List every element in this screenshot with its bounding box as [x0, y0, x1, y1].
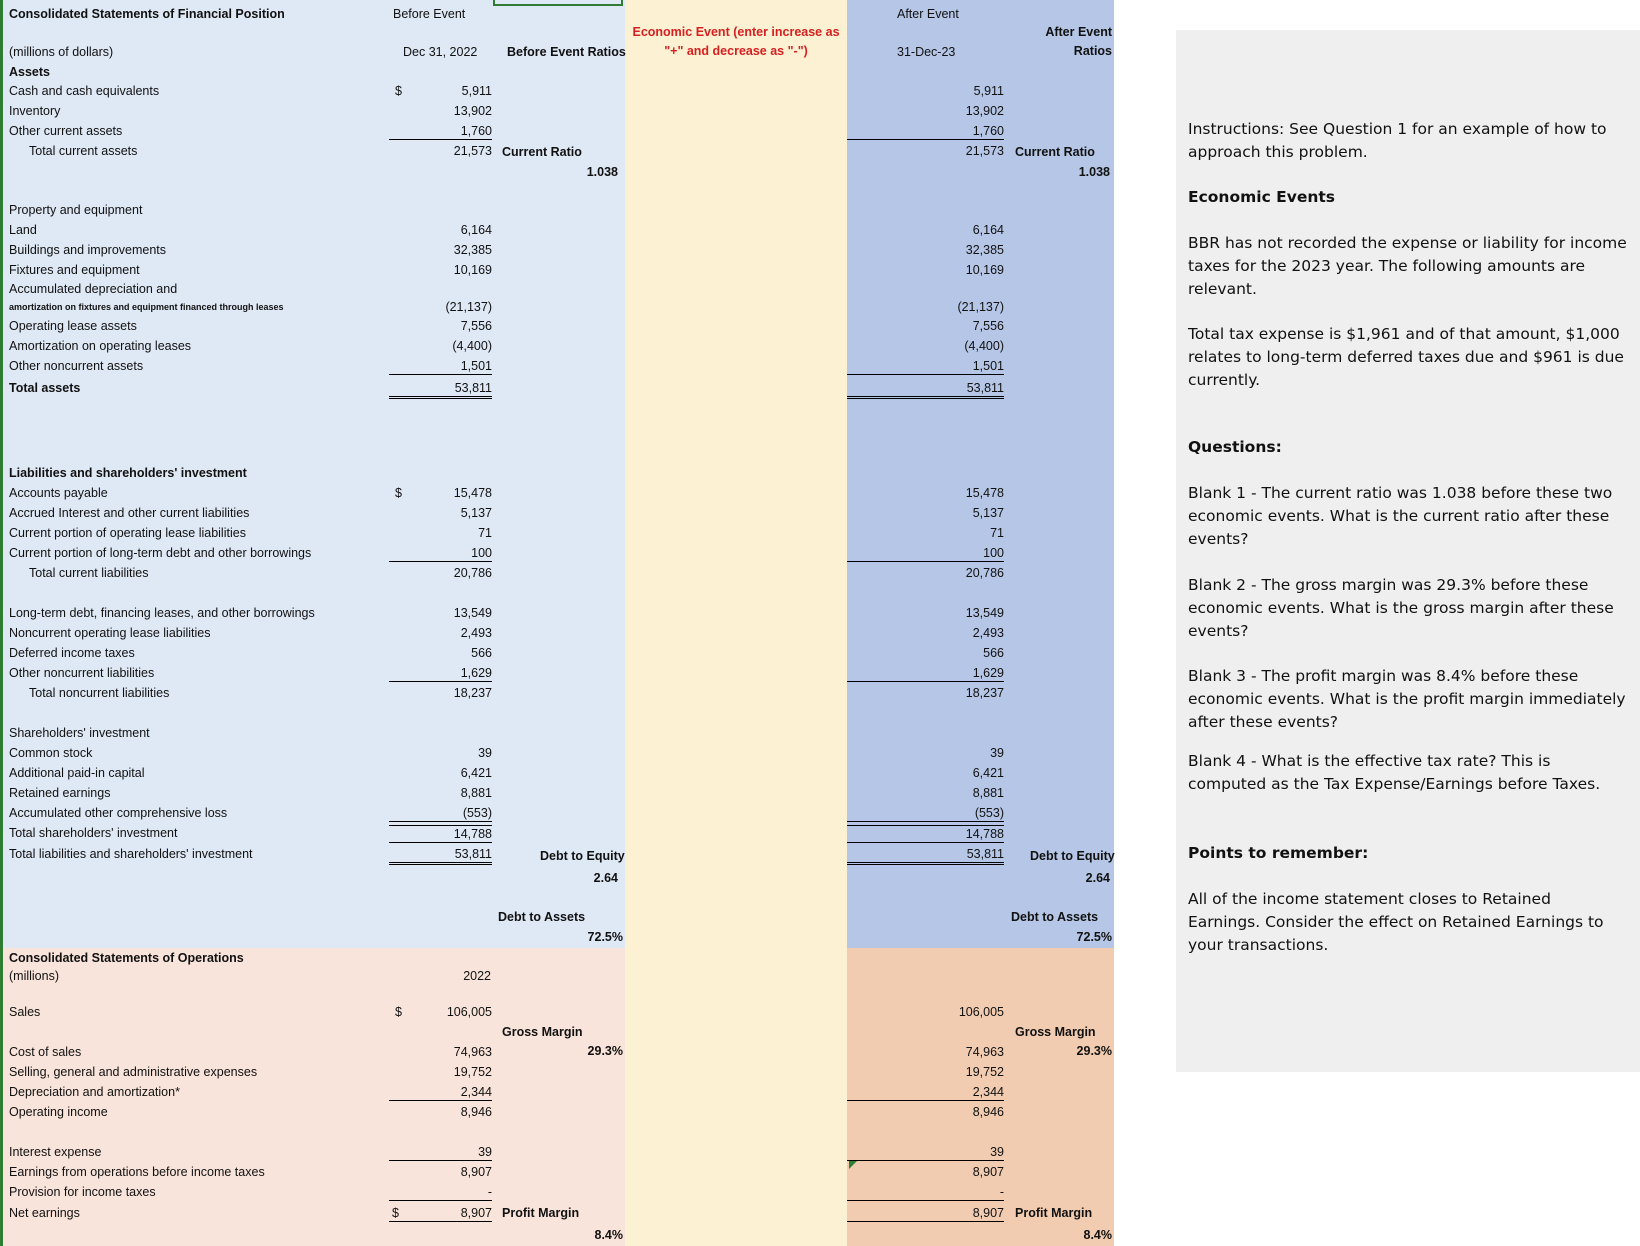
- operations-row-before-value[interactable]: 106,005: [446, 1005, 492, 1019]
- balance-row-label: Total liabilities and shareholders' investment: [9, 847, 253, 861]
- event-description: BBR has not recorded the expense or liability for income taxes for the 2023 year. The following amounts are relevant.: [1188, 234, 1627, 298]
- balance-row-label: amortization on fixtures and equipment financed through leases: [9, 302, 284, 312]
- balance-row-before-value[interactable]: 6,421: [460, 766, 492, 780]
- balance-row-before-value[interactable]: 1,501: [389, 358, 492, 375]
- balance-row-before-value[interactable]: (21,137): [445, 300, 492, 314]
- economic-event-header-line1: Economic Event (enter increase as: [632, 25, 840, 39]
- balance-row-label: Land: [9, 223, 37, 237]
- operations-row-label: Selling, general and administrative expenses: [9, 1065, 258, 1079]
- profit-margin-label-before: Profit Margin: [502, 1206, 580, 1220]
- balance-row-before-value[interactable]: 20,786: [453, 566, 492, 580]
- balance-row-before-value[interactable]: 32,385: [453, 243, 492, 257]
- selection-border: [0, 0, 3, 1246]
- debt-equity-label-after: Debt to Equity: [1030, 849, 1115, 863]
- balance-row-label: Amortization on operating leases: [9, 339, 192, 353]
- balance-row-after-value[interactable]: 1,760: [847, 123, 1004, 140]
- balance-row-before-value[interactable]: 8,881: [460, 786, 492, 800]
- units-label: (millions of dollars): [9, 45, 114, 59]
- before-date: Dec 31, 2022: [403, 45, 478, 59]
- balance-row-after-value[interactable]: 566: [983, 646, 1004, 660]
- balance-row-after-value[interactable]: 8,881: [972, 786, 1004, 800]
- balance-row-label: Total noncurrent liabilities: [29, 686, 170, 700]
- operations-row-after-value[interactable]: -: [847, 1184, 1004, 1201]
- balance-row-label: Common stock: [9, 746, 93, 760]
- after-ratios-header-line1: After Event: [1045, 25, 1112, 39]
- balance-row-label: Total current assets: [29, 144, 138, 158]
- operations-row-after-value[interactable]: 8,907: [847, 1205, 1004, 1222]
- balance-row-before-value[interactable]: 71: [478, 526, 492, 540]
- balance-row-label: Total assets: [9, 381, 81, 395]
- after-ratios-header: [1004, 24, 1112, 59]
- balance-row-after-value[interactable]: 5,137: [972, 506, 1004, 520]
- balance-row-after-value[interactable]: 13,549: [965, 606, 1004, 620]
- operations-row-label: Earnings from operations before income taxes: [9, 1165, 265, 1179]
- economic-events-heading: Economic Events: [1188, 188, 1336, 206]
- question-blank-3: Blank 3 - The profit margin was 8.4% before these economic events. What is the profit margin immediately after these events?: [1188, 667, 1626, 731]
- gross-margin-label-after: Gross Margin: [1015, 1025, 1096, 1039]
- sheet-title: Consolidated Statements of Financial Position: [9, 7, 285, 21]
- selected-cell-border[interactable]: [493, 0, 623, 6]
- balance-row-before-value[interactable]: 1,760: [389, 123, 492, 140]
- operations-row-after-value[interactable]: 8,946: [972, 1105, 1004, 1119]
- balance-row-label: Other noncurrent liabilities: [9, 666, 155, 680]
- operations-row-before-value[interactable]: 8,907: [460, 1165, 492, 1179]
- operations-year: 2022: [463, 969, 491, 983]
- balance-row-before-value[interactable]: 1,629: [389, 665, 492, 682]
- balance-row-label: Operating lease assets: [9, 319, 137, 333]
- balance-row-after-value[interactable]: (553): [847, 805, 1004, 822]
- balance-row-label: Inventory: [9, 104, 61, 118]
- balance-row-after-value[interactable]: 7,556: [972, 319, 1004, 333]
- economic-event-header: [625, 24, 847, 59]
- operations-row-before-value[interactable]: 8,946: [460, 1105, 492, 1119]
- debt-equity-before: 2.64: [593, 871, 618, 885]
- operations-row-after-value[interactable]: 2,344: [847, 1084, 1004, 1101]
- balance-row-before-value[interactable]: 18,237: [453, 686, 492, 700]
- operations-title: Consolidated Statements of Operations: [9, 951, 244, 965]
- economic-event-header-line2: "+" and decrease as "-"): [664, 44, 808, 58]
- balance-row-before-value[interactable]: 53,811: [389, 380, 492, 399]
- balance-row-before-value[interactable]: 2,493: [460, 626, 492, 640]
- balance-row-label: Long-term debt, financing leases, and other borrowings: [9, 606, 315, 620]
- balance-row-before-value[interactable]: 14,788: [389, 825, 492, 843]
- balance-row-after-value[interactable]: 53,811: [847, 380, 1004, 399]
- balance-row-label: Accrued Interest and other current liabilities: [9, 506, 250, 520]
- balance-row-label: Shareholders' investment: [9, 726, 150, 740]
- balance-row-after-value[interactable]: 13,902: [965, 104, 1004, 118]
- operations-row-label: Sales: [9, 1005, 41, 1019]
- balance-row-label: Total shareholders' investment: [9, 826, 178, 840]
- balance-row-label: Accounts payable: [9, 486, 108, 500]
- question-blank-2: Blank 2 - The gross margin was 29.3% before these economic events. What is the gross margin after these events?: [1188, 576, 1614, 640]
- after-ratios-header-line2: Ratios: [1073, 44, 1112, 58]
- operations-row-after-value[interactable]: 19,752: [965, 1065, 1004, 1079]
- operations-row-label: Interest expense: [9, 1145, 102, 1159]
- operations-row-label: Depreciation and amortization*: [9, 1085, 180, 1099]
- gross-margin-label-before: Gross Margin: [502, 1025, 583, 1039]
- balance-row-after-value[interactable]: 2,493: [972, 626, 1004, 640]
- balance-row-after-value[interactable]: (4,400): [964, 339, 1004, 353]
- operations-row-label: Operating income: [9, 1105, 108, 1119]
- balance-row-after-value[interactable]: 6,421: [972, 766, 1004, 780]
- operations-units: (millions): [9, 969, 59, 983]
- balance-row-before-value[interactable]: 100: [389, 545, 492, 562]
- profit-margin-before: 8.4%: [594, 1228, 623, 1242]
- balance-row-label: Accumulated depreciation and: [9, 282, 178, 296]
- dollar-sign-sales: $: [395, 1005, 402, 1019]
- dollar-sign-cash: $: [395, 84, 402, 98]
- debt-assets-before: 72.5%: [587, 930, 623, 944]
- balance-row-after-value[interactable]: 6,164: [972, 223, 1004, 237]
- balance-row-after-value[interactable]: 32,385: [965, 243, 1004, 257]
- operations-row-after-value[interactable]: 74,963: [965, 1045, 1004, 1059]
- assets-heading: Assets: [9, 65, 50, 79]
- operations-row-before-value[interactable]: 19,752: [453, 1065, 492, 1079]
- current-ratio-before: 1.038: [586, 165, 618, 179]
- balance-row-before-value[interactable]: (553): [389, 805, 492, 822]
- operations-row-after-value[interactable]: 39: [847, 1144, 1004, 1161]
- balance-row-label: Buildings and improvements: [9, 243, 167, 257]
- balance-row-after-value[interactable]: 5,911: [973, 84, 1004, 98]
- balance-row-label: Total current liabilities: [29, 566, 149, 580]
- operations-row-before-value[interactable]: 74,963: [453, 1045, 492, 1059]
- gross-margin-before: 29.3%: [587, 1044, 623, 1058]
- balance-row-before-value[interactable]: 15,478: [453, 486, 492, 500]
- balance-row-after-value[interactable]: 10,169: [965, 263, 1004, 277]
- balance-row-label: Current portion of long-term debt and other borrowings: [9, 546, 312, 560]
- current-ratio-label-after: Current Ratio: [1015, 145, 1095, 159]
- balance-row-label: Fixtures and equipment: [9, 263, 140, 277]
- operations-row-after-value[interactable]: 106,005: [958, 1005, 1004, 1019]
- operations-row-after-value[interactable]: 8,907: [972, 1165, 1004, 1179]
- balance-row-after-value[interactable]: 15,478: [965, 486, 1004, 500]
- balance-row-label: Other current assets: [9, 124, 123, 138]
- tax-amounts: Total tax expense is $1,961 and of that amount, $1,000 relates to long-term deferred taxes due and $961 is due currently.: [1188, 325, 1624, 389]
- points-to-remember-heading: Points to remember:: [1188, 844, 1369, 862]
- operations-row-label: Net earnings: [9, 1206, 80, 1220]
- balance-row-label: Other noncurrent assets: [9, 359, 144, 373]
- balance-row-label: Liabilities and shareholders' investment: [9, 466, 247, 480]
- gross-margin-after: 29.3%: [1076, 1044, 1112, 1058]
- balance-row-label: Accumulated other comprehensive loss: [9, 806, 228, 820]
- questions-heading: Questions:: [1188, 438, 1282, 456]
- balance-row-before-value[interactable]: 5,911: [461, 84, 492, 98]
- comment-marker-icon[interactable]: [849, 1161, 857, 1169]
- balance-row-after-value[interactable]: 20,786: [965, 566, 1004, 580]
- points-to-remember-text: All of the income statement closes to Retained Earnings. Consider the effect on Retained Earnings to your transactions.: [1188, 890, 1604, 954]
- balance-row-label: Current portion of operating lease liabilities: [9, 526, 246, 540]
- balance-row-label: Noncurrent operating lease liabilities: [9, 626, 211, 640]
- balance-row-label: Deferred income taxes: [9, 646, 135, 660]
- before-ratios-header: Before Event Ratios: [507, 45, 626, 59]
- balance-row-before-value[interactable]: 5,137: [460, 506, 492, 520]
- balance-row-before-value[interactable]: (4,400): [452, 339, 492, 353]
- balance-row-after-value[interactable]: 71: [990, 526, 1004, 540]
- question-blank-4: Blank 4 - What is the effective tax rate? This is computed as the Tax Expense/Earnings before Taxes.: [1188, 752, 1601, 793]
- after-date: 31-Dec-23: [897, 45, 956, 59]
- balance-row-before-value[interactable]: 6,164: [460, 223, 492, 237]
- balance-row-after-value[interactable]: 1,629: [847, 665, 1004, 682]
- before-event-header: Before Event: [393, 7, 466, 21]
- balance-row-before-value[interactable]: 566: [471, 646, 492, 660]
- dollar-sign-ap: $: [395, 486, 402, 500]
- balance-row-before-value[interactable]: 13,549: [453, 606, 492, 620]
- balance-row-label: Cash and cash equivalents: [9, 84, 160, 98]
- balance-row-after-value[interactable]: 1,501: [847, 358, 1004, 375]
- balance-row-after-value[interactable]: 53,811: [847, 846, 1004, 865]
- economic-event-column[interactable]: [625, 0, 847, 1246]
- operations-row-before-value[interactable]: 2,344: [389, 1084, 492, 1101]
- question-blank-1: Blank 1 - The current ratio was 1.038 before these two economic events. What is the current ratio after these events?: [1188, 484, 1613, 548]
- balance-row-label: Property and equipment: [9, 203, 143, 217]
- instructions-intro: Instructions: See Question 1 for an example of how to approach this problem.: [1188, 120, 1607, 161]
- operations-row-before-value[interactable]: 39: [389, 1144, 492, 1161]
- debt-assets-label-after: Debt to Assets: [1011, 910, 1099, 924]
- balance-row-label: Additional paid-in capital: [9, 766, 145, 780]
- current-ratio-after: 1.038: [1078, 165, 1110, 179]
- balance-row-after-value[interactable]: 18,237: [965, 686, 1004, 700]
- balance-row-before-value[interactable]: 39: [478, 746, 492, 760]
- balance-row-before-value[interactable]: 10,169: [453, 263, 492, 277]
- balance-row-after-value[interactable]: 39: [990, 746, 1004, 760]
- balance-row-after-value[interactable]: 100: [847, 545, 1004, 562]
- operations-row-label: Cost of sales: [9, 1045, 82, 1059]
- instructions-panel: [1176, 30, 1640, 1072]
- current-ratio-label-before: Current Ratio: [502, 145, 582, 159]
- balance-row-after-value[interactable]: (21,137): [957, 300, 1004, 314]
- profit-margin-after: 8.4%: [1083, 1228, 1112, 1242]
- balance-row-before-value[interactable]: 21,573: [453, 144, 492, 158]
- profit-margin-label-after: Profit Margin: [1015, 1206, 1093, 1220]
- dollar-sign-net: $: [392, 1205, 406, 1222]
- balance-row-label: Retained earnings: [9, 786, 111, 800]
- balance-row-after-value[interactable]: 14,788: [847, 825, 1004, 843]
- debt-equity-label-before: Debt to Equity: [540, 849, 625, 863]
- balance-row-before-value[interactable]: 53,811: [389, 846, 492, 865]
- operations-row-before-value[interactable]: -: [389, 1184, 492, 1201]
- debt-equity-after: 2.64: [1085, 871, 1110, 885]
- balance-row-after-value[interactable]: 21,573: [965, 144, 1004, 158]
- debt-assets-label-before: Debt to Assets: [498, 910, 586, 924]
- debt-assets-after: 72.5%: [1076, 930, 1112, 944]
- operations-row-label: Provision for income taxes: [9, 1185, 156, 1199]
- balance-row-before-value[interactable]: 13,902: [453, 104, 492, 118]
- balance-row-before-value[interactable]: 7,556: [460, 319, 492, 333]
- operations-row-before-value[interactable]: 8,907: [389, 1205, 492, 1222]
- after-event-header: After Event: [897, 7, 959, 21]
